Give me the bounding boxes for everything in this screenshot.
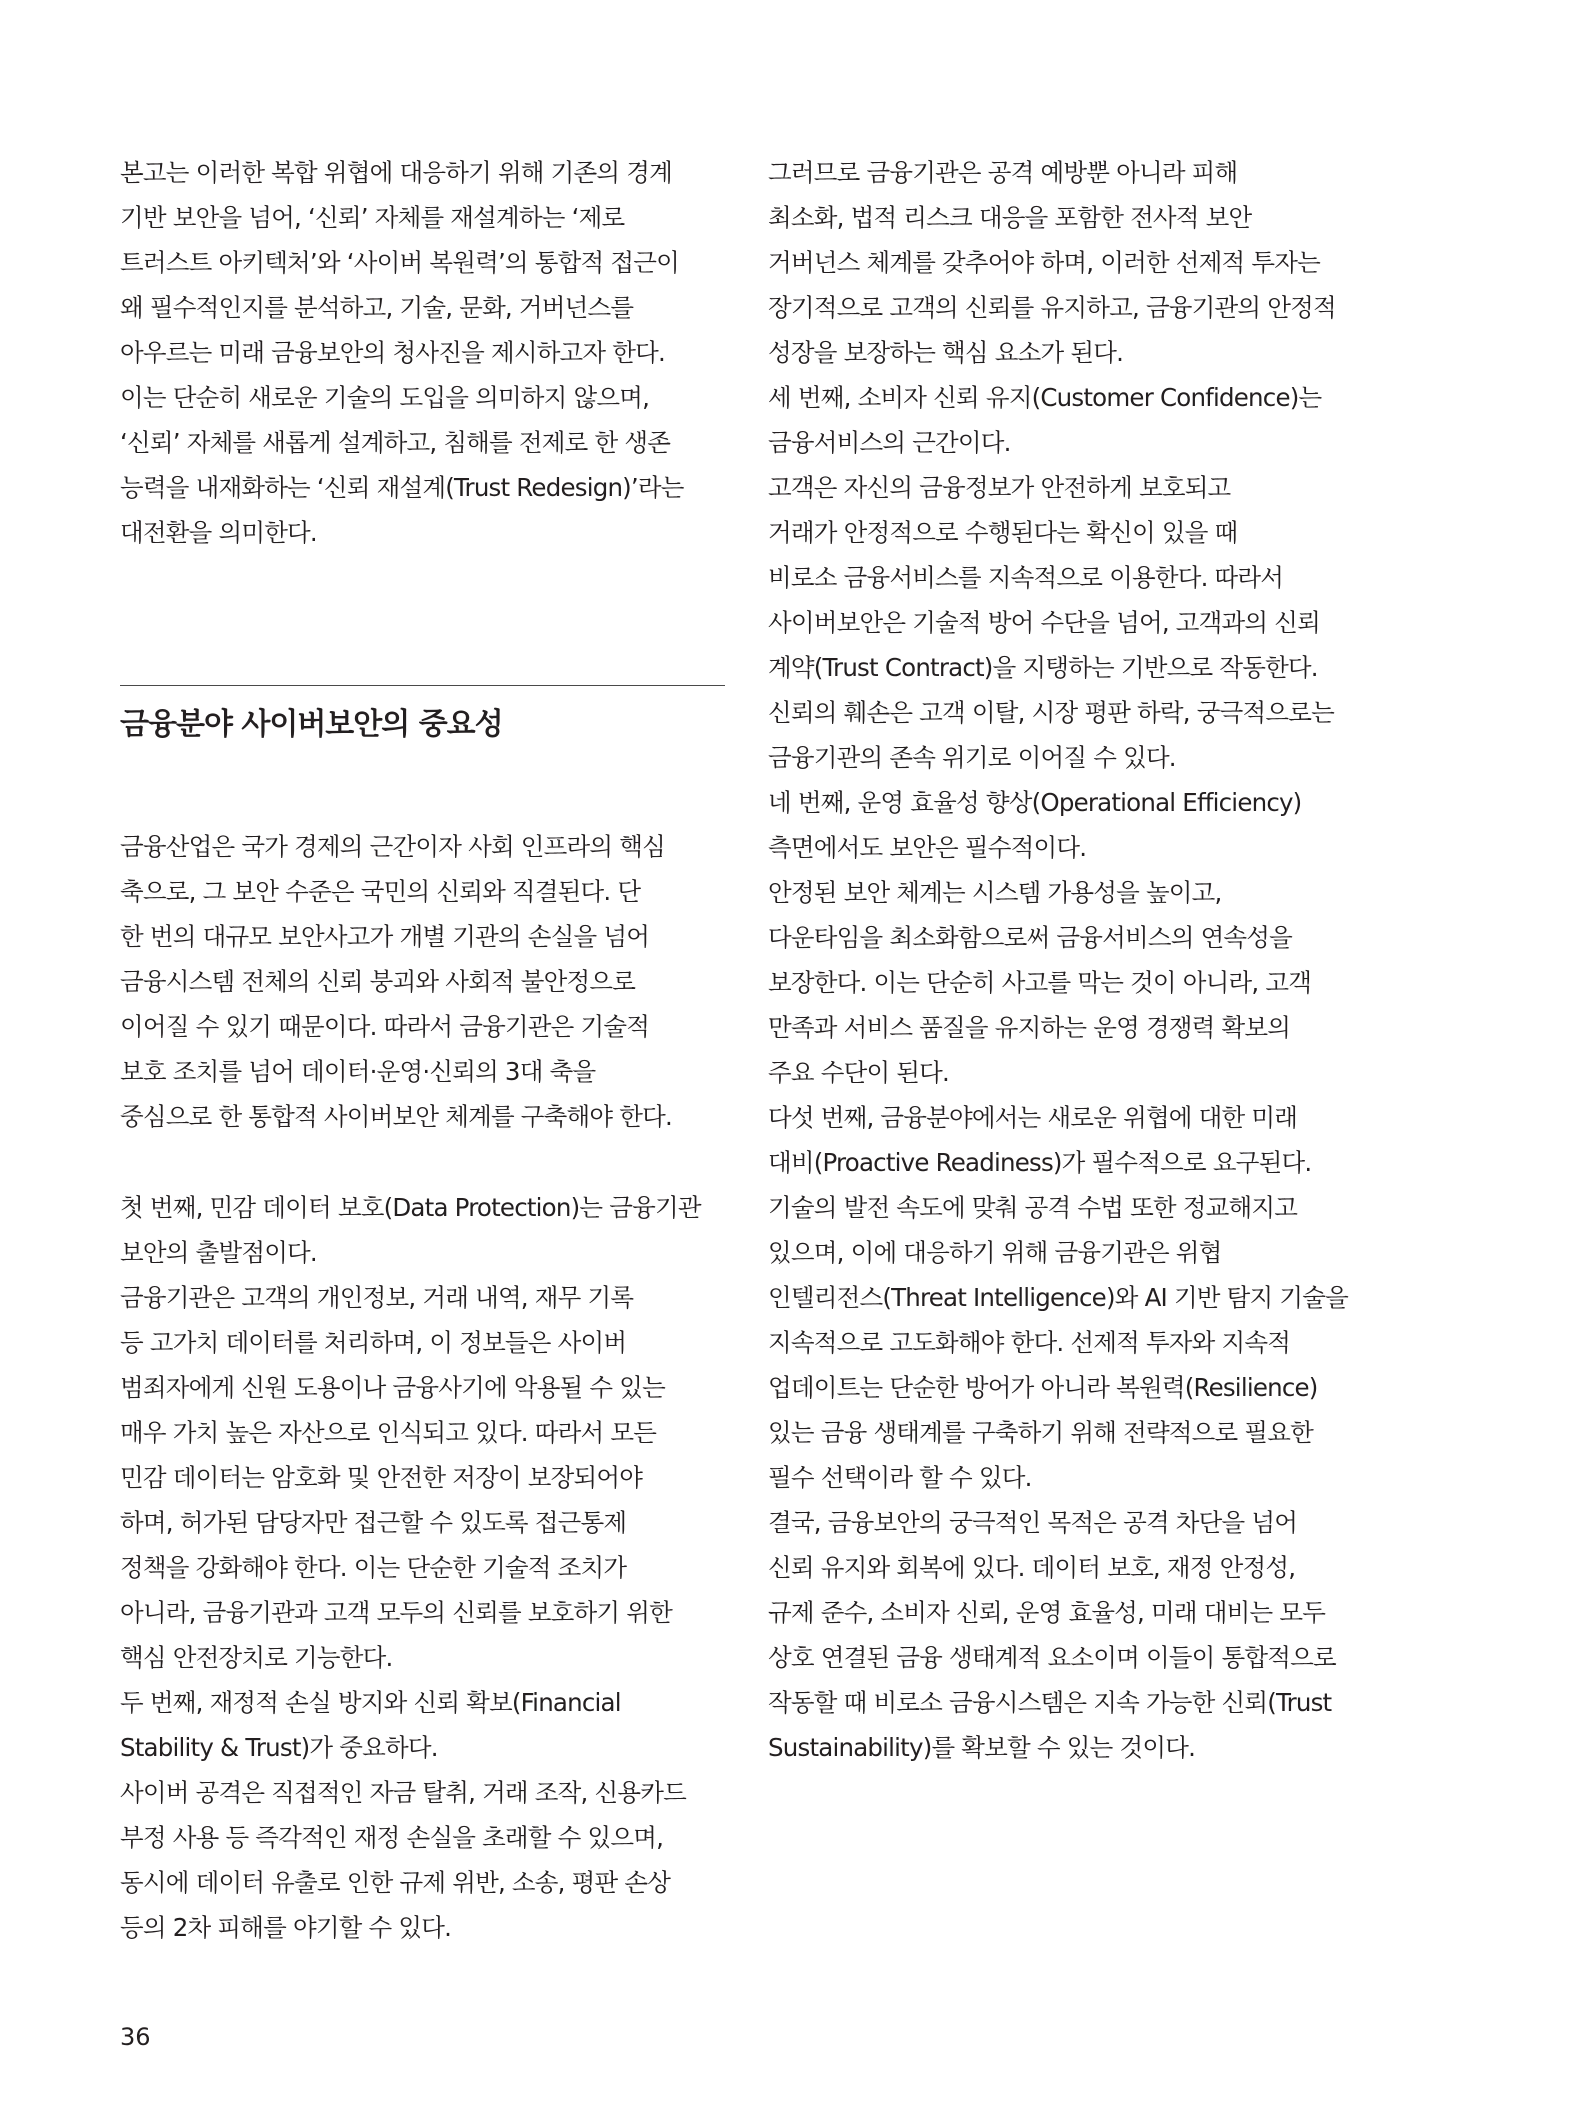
- text-line: 왜 필수적인지를 분석하고, 기술, 문화, 거버넌스를: [120, 293, 634, 322]
- text-line: 금융기관은 고객의 개인정보, 거래 내역, 재무 기록: [120, 1283, 634, 1312]
- text-line: 거래가 안정적으로 수행된다는 확신이 있을 때: [768, 518, 1238, 547]
- text-line: 두 번째, 재정적 손실 방지와 신뢰 확보(Financial: [120, 1688, 621, 1717]
- text-line: 그러므로 금융기관은 공격 예방뿐 아니라 피해: [768, 158, 1238, 187]
- text-line: 결국, 금융보안의 궁극적인 목적은 공격 차단을 넘어: [768, 1508, 1298, 1537]
- left-column: [120, 150, 725, 1950]
- text-line: 기반 보안을 넘어, ‘신뢰’ 자체를 재설계하는 ‘제로: [120, 203, 625, 232]
- text-line: 세 번째, 소비자 신뢰 유지(Customer Confidence)는: [768, 383, 1322, 412]
- text-line: 대전환을 의미한다.: [120, 518, 317, 547]
- text-line: 기술의 발전 속도에 맞춰 공격 수법 또한 정교해지고: [768, 1193, 1298, 1222]
- right-column-text: [768, 150, 1378, 1770]
- text-line: 이는 단순히 새로운 기술의 도입을 의미하지 않으며,: [120, 383, 650, 412]
- text-line: ‘신뢰’ 자체를 새롭게 설계하고, 침해를 전제로 한 생존: [120, 428, 671, 457]
- text-line: 금융산업은 국가 경제의 근간이자 사회 인프라의 핵심: [120, 832, 665, 861]
- text-line: 상호 연결된 금융 생태계적 요소이며 이들이 통합적으로: [768, 1643, 1336, 1672]
- text-line: 매우 가치 높은 자산으로 인식되고 있다. 따라서 모든: [120, 1418, 657, 1447]
- text-line: 만족과 서비스 품질을 유지하는 운영 경쟁력 확보의: [768, 1013, 1291, 1042]
- data-protection-paragraph: [120, 1185, 725, 1950]
- text-line: Stability & Trust)가 중요하다.: [120, 1733, 438, 1762]
- text-line: 네 번째, 운영 효율성 향상(Operational Efficiency): [768, 788, 1302, 817]
- text-line: 한 번의 대규모 보안사고가 개별 기관의 손실을 넘어: [120, 922, 650, 951]
- text-line: 사이버보안은 기술적 방어 수단을 넘어, 고객과의 신뢰: [768, 608, 1320, 637]
- text-line: Sustainability)를 확보할 수 있는 것이다.: [768, 1733, 1196, 1762]
- section-divider: [120, 685, 725, 686]
- text-line: 보안의 출발점이다.: [120, 1238, 317, 1267]
- text-line: 트러스트 아키텍처’와 ‘사이버 복원력’의 통합적 접근이: [120, 248, 679, 277]
- text-line: 계약(Trust Contract)을 지탱하는 기반으로 작동한다.: [768, 653, 1318, 682]
- text-line: 있는 금융 생태계를 구축하기 위해 전략적으로 필요한: [768, 1418, 1313, 1447]
- text-line: 신뢰 유지와 회복에 있다. 데이터 보호, 재정 안정성,: [768, 1553, 1296, 1582]
- text-line: 하며, 허가된 담당자만 접근할 수 있도록 접근통제: [120, 1508, 627, 1537]
- text-line: 고객은 자신의 금융정보가 안전하게 보호되고: [768, 473, 1231, 502]
- text-line: 아니라, 금융기관과 고객 모두의 신뢰를 보호하기 위한: [120, 1598, 672, 1627]
- text-line: 규제 준수, 소비자 신뢰, 운영 효율성, 미래 대비는 모두: [768, 1598, 1326, 1627]
- text-line: 신뢰의 훼손은 고객 이탈, 시장 평판 하락, 궁극적으로는: [768, 698, 1334, 727]
- text-line: 안정된 보안 체계는 시스템 가용성을 높이고,: [768, 878, 1222, 907]
- text-line: 측면에서도 보안은 필수적이다.: [768, 833, 1087, 862]
- text-line: 본고는 이러한 복합 위협에 대응하기 위해 기존의 경계: [120, 158, 672, 187]
- text-line: 정책을 강화해야 한다. 이는 단순한 기술적 조치가: [120, 1553, 627, 1582]
- text-line: 민감 데이터는 암호화 및 안전한 저장이 보장되어야: [120, 1463, 643, 1492]
- text-line: 중심으로 한 통합적 사이버보안 체계를 구축해야 한다.: [120, 1102, 672, 1131]
- text-line: 사이버 공격은 직접적인 자금 탈취, 거래 조작, 신용카드: [120, 1778, 686, 1807]
- text-line: 지속적으로 고도화해야 한다. 선제적 투자와 지속적: [768, 1328, 1291, 1357]
- intro-paragraph: [120, 150, 725, 555]
- text-line: 범죄자에게 신원 도용이나 금융사기에 악용될 수 있는: [120, 1373, 665, 1402]
- text-line: 등 고가치 데이터를 처리하며, 이 정보들은 사이버: [120, 1328, 627, 1357]
- text-line: 인텔리전스(Threat Intelligence)와 AI 기반 탐지 기술을: [768, 1283, 1348, 1312]
- text-line: 필수 선택이라 할 수 있다.: [768, 1463, 1032, 1492]
- text-line: 부정 사용 등 즉각적인 재정 손실을 초래할 수 있으며,: [120, 1823, 664, 1852]
- text-line: 다운타임을 최소화함으로써 금융서비스의 연속성을: [768, 923, 1293, 952]
- importance-paragraph: [120, 824, 725, 1139]
- text-line: 다섯 번째, 금융분야에서는 새로운 위협에 대한 미래: [768, 1103, 1298, 1132]
- right-column: [768, 150, 1378, 1770]
- text-line: 거버넌스 체계를 갖추어야 하며, 이러한 선제적 투자는: [768, 248, 1320, 277]
- text-line: 대비(Proactive Readiness)가 필수적으로 요구된다.: [768, 1148, 1312, 1177]
- text-line: 축으로, 그 보안 수준은 국민의 신뢰와 직결된다. 단: [120, 877, 641, 906]
- text-line: 최소화, 법적 리스크 대응을 포함한 전사적 보안: [768, 203, 1252, 232]
- section-title: 금융분야 사이버보안의 중요성: [120, 707, 503, 742]
- text-line: 있으며, 이에 대응하기 위해 금융기관은 위협: [768, 1238, 1222, 1267]
- text-line: 이어질 수 있기 때문이다. 따라서 금융기관은 기술적: [120, 1012, 650, 1041]
- text-line: 능력을 내재화하는 ‘신뢰 재설계(Trust Redesign)’라는: [120, 473, 684, 502]
- text-line: 성장을 보장하는 핵심 요소가 된다.: [768, 338, 1124, 367]
- text-line: 금융서비스의 근간이다.: [768, 428, 1011, 457]
- text-line: 보장한다. 이는 단순히 사고를 막는 것이 아니라, 고객: [768, 968, 1312, 997]
- text-line: 등의 2차 피해를 야기할 수 있다.: [120, 1913, 452, 1942]
- text-line: 첫 번째, 민감 데이터 보호(Data Protection)는 금융기관: [120, 1193, 701, 1222]
- text-line: 장기적으로 고객의 신뢰를 유지하고, 금융기관의 안정적: [768, 293, 1336, 322]
- text-line: 핵심 안전장치로 기능한다.: [120, 1643, 393, 1672]
- text-line: 금융시스템 전체의 신뢰 붕괴와 사회적 불안정으로: [120, 967, 636, 996]
- text-line: 금융기관의 존속 위기로 이어질 수 있다.: [768, 743, 1176, 772]
- text-line: 주요 수단이 된다.: [768, 1058, 950, 1087]
- text-line: 업데이트는 단순한 방어가 아니라 복원력(Resilience): [768, 1373, 1318, 1402]
- text-line: 보호 조치를 넘어 데이터·운영·신뢰의 3대 축을: [120, 1057, 596, 1086]
- page-number: 36: [120, 2023, 151, 2051]
- text-line: 동시에 데이터 유출로 인한 규제 위반, 소송, 평판 손상: [120, 1868, 671, 1897]
- text-line: 아우르는 미래 금융보안의 청사진을 제시하고자 한다.: [120, 338, 665, 367]
- text-line: 비로소 금융서비스를 지속적으로 이용한다. 따라서: [768, 563, 1284, 592]
- text-line: 작동할 때 비로소 금융시스템은 지속 가능한 신뢰(Trust: [768, 1688, 1332, 1717]
